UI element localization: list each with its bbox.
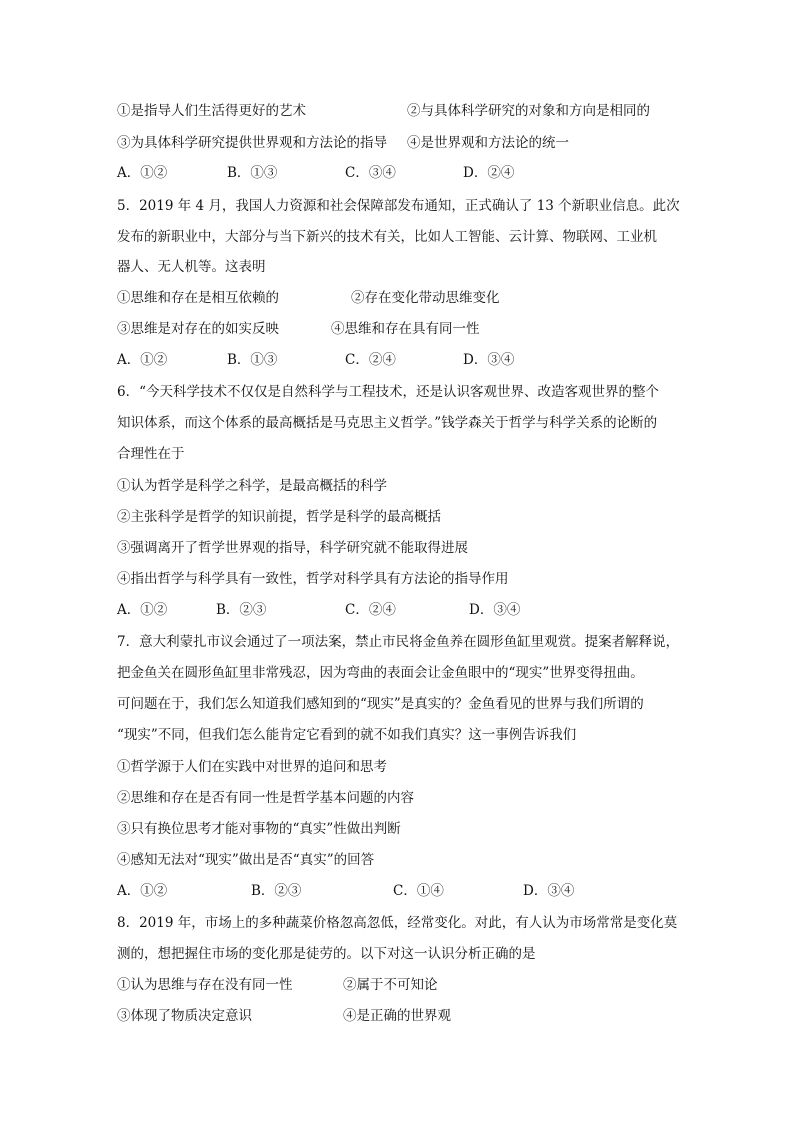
q6-option-a: A．①②: [117, 602, 168, 618]
q5-option-b: B．①③: [227, 352, 278, 368]
q5-statement-2: ②存在变化带动思维变化: [351, 290, 500, 306]
q7-statement-2: ②思维和存在是否有同一性是哲学基本问题的内容: [117, 790, 414, 806]
q7-option-a: A．①②: [117, 883, 168, 899]
q6-stem-line-1: 6．“今天科学技术不仅仅是自然科学与工程技术，还是认识客观世界、改造客观世界的整个: [117, 384, 659, 400]
q8-statement-4: ④是正确的世界观: [343, 1008, 451, 1024]
q8-statement-3: ③体现了物质决定意识: [117, 1008, 252, 1024]
q8-stem-line-2: 测的，想把握住市场的变化那是徒劳的。以下对这一认识分析正确的是: [117, 946, 536, 962]
q6-statement-3: ③强调离开了哲学世界观的指导，科学研究就不能取得进展: [117, 540, 468, 556]
q5-option-c: C．②④: [345, 352, 396, 368]
q6-statement-2: ②主张科学是哲学的知识前提，哲学是科学的最高概括: [117, 509, 441, 525]
q5-stem-line-3: 器人、无人机等。这表明: [117, 259, 266, 275]
q7-option-c: C．①④: [393, 883, 444, 899]
q4-statement-1: ①是指导人们生活得更好的艺术: [117, 103, 306, 119]
q4-statement-3: ③为具体科学研究提供世界观和方法论的指导: [117, 135, 387, 151]
q7-stem-line-2: 把金鱼关在圆形鱼缸里非常残忍，因为弯曲的表面会让金鱼眼中的“现实”世界变得扭曲。: [117, 665, 644, 681]
q5-statement-3: ③思维是对存在的如实反映: [117, 321, 279, 337]
q8-stem-line-1: 8．2019 年，市场上的多种蔬菜价格忽高忽低，经常变化。对此，有人认为市场常常是变化莫: [117, 915, 678, 931]
q7-statement-3: ③只有换位思考才能对事物的“真实”性做出判断: [117, 821, 401, 837]
q7-stem-line-1: 7．意大利蒙扎市议会通过了一项法案，禁止市民将金鱼养在圆形鱼缸里观赏。提案者解释说，: [117, 634, 680, 650]
q7-option-d: D．③④: [523, 883, 575, 899]
q6-option-d: D．③④: [469, 602, 521, 618]
q5-statement-1: ①思维和存在是相互依赖的: [117, 290, 279, 306]
q8-statement-2: ②属于不可知论: [343, 977, 438, 993]
q8-statement-1: ①认为思维与存在没有同一性: [117, 977, 293, 993]
q6-stem-line-3: 合理性在于: [117, 446, 185, 462]
q5-option-d: D．③④: [463, 352, 515, 368]
q7-statement-1: ①哲学源于人们在实践中对世界的追问和思考: [117, 759, 387, 775]
q6-stem-line-2: 知识体系，而这个体系的最高概括是马克思主义哲学。”钱学森关于哲学与科学关系的论断的: [117, 415, 658, 431]
q7-stem-line-4: “现实”不同，但我们怎么能肯定它看到的就不如我们真实？这一事例告诉我们: [117, 727, 577, 743]
q5-stem-line-1: 5．2019 年 4 月，我国人力资源和社会保障部发布通知，正式确认了 13 个新职业信息。此次: [117, 198, 680, 214]
q5-statement-4: ④思维和存在具有同一性: [331, 321, 480, 337]
q6-option-b: B．②③: [216, 602, 267, 618]
q5-stem-line-2: 发布的新职业中，大部分与当下新兴的技术有关，比如人工智能、云计算、物联网、工业机: [117, 229, 657, 245]
q6-statement-1: ①认为哲学是科学之科学，是最高概括的科学: [117, 478, 387, 494]
q7-stem-line-3: 可问题在于，我们怎么知道我们感知到的“现实”是真实的？金鱼看见的世界与我们所谓的: [117, 696, 644, 712]
q4-option-b: B．①③: [227, 165, 278, 181]
q6-statement-4: ④指出哲学与科学具有一致性，哲学对科学具有方法论的指导作用: [117, 571, 509, 587]
q4-statement-4: ④是世界观和方法论的统一: [407, 135, 569, 151]
q6-option-c: C．②④: [345, 602, 396, 618]
q4-option-d: D．②④: [463, 165, 515, 181]
q4-statement-2: ②与具体科学研究的对象和方向是相同的: [407, 103, 650, 119]
q7-option-b: B．②③: [251, 883, 302, 899]
q5-option-a: A．①②: [117, 352, 168, 368]
q4-option-a: A．①②: [117, 165, 168, 181]
q4-option-c: C．③④: [345, 165, 396, 181]
q7-statement-4: ④感知无法对“现实”做出是否“真实”的回答: [117, 852, 375, 868]
